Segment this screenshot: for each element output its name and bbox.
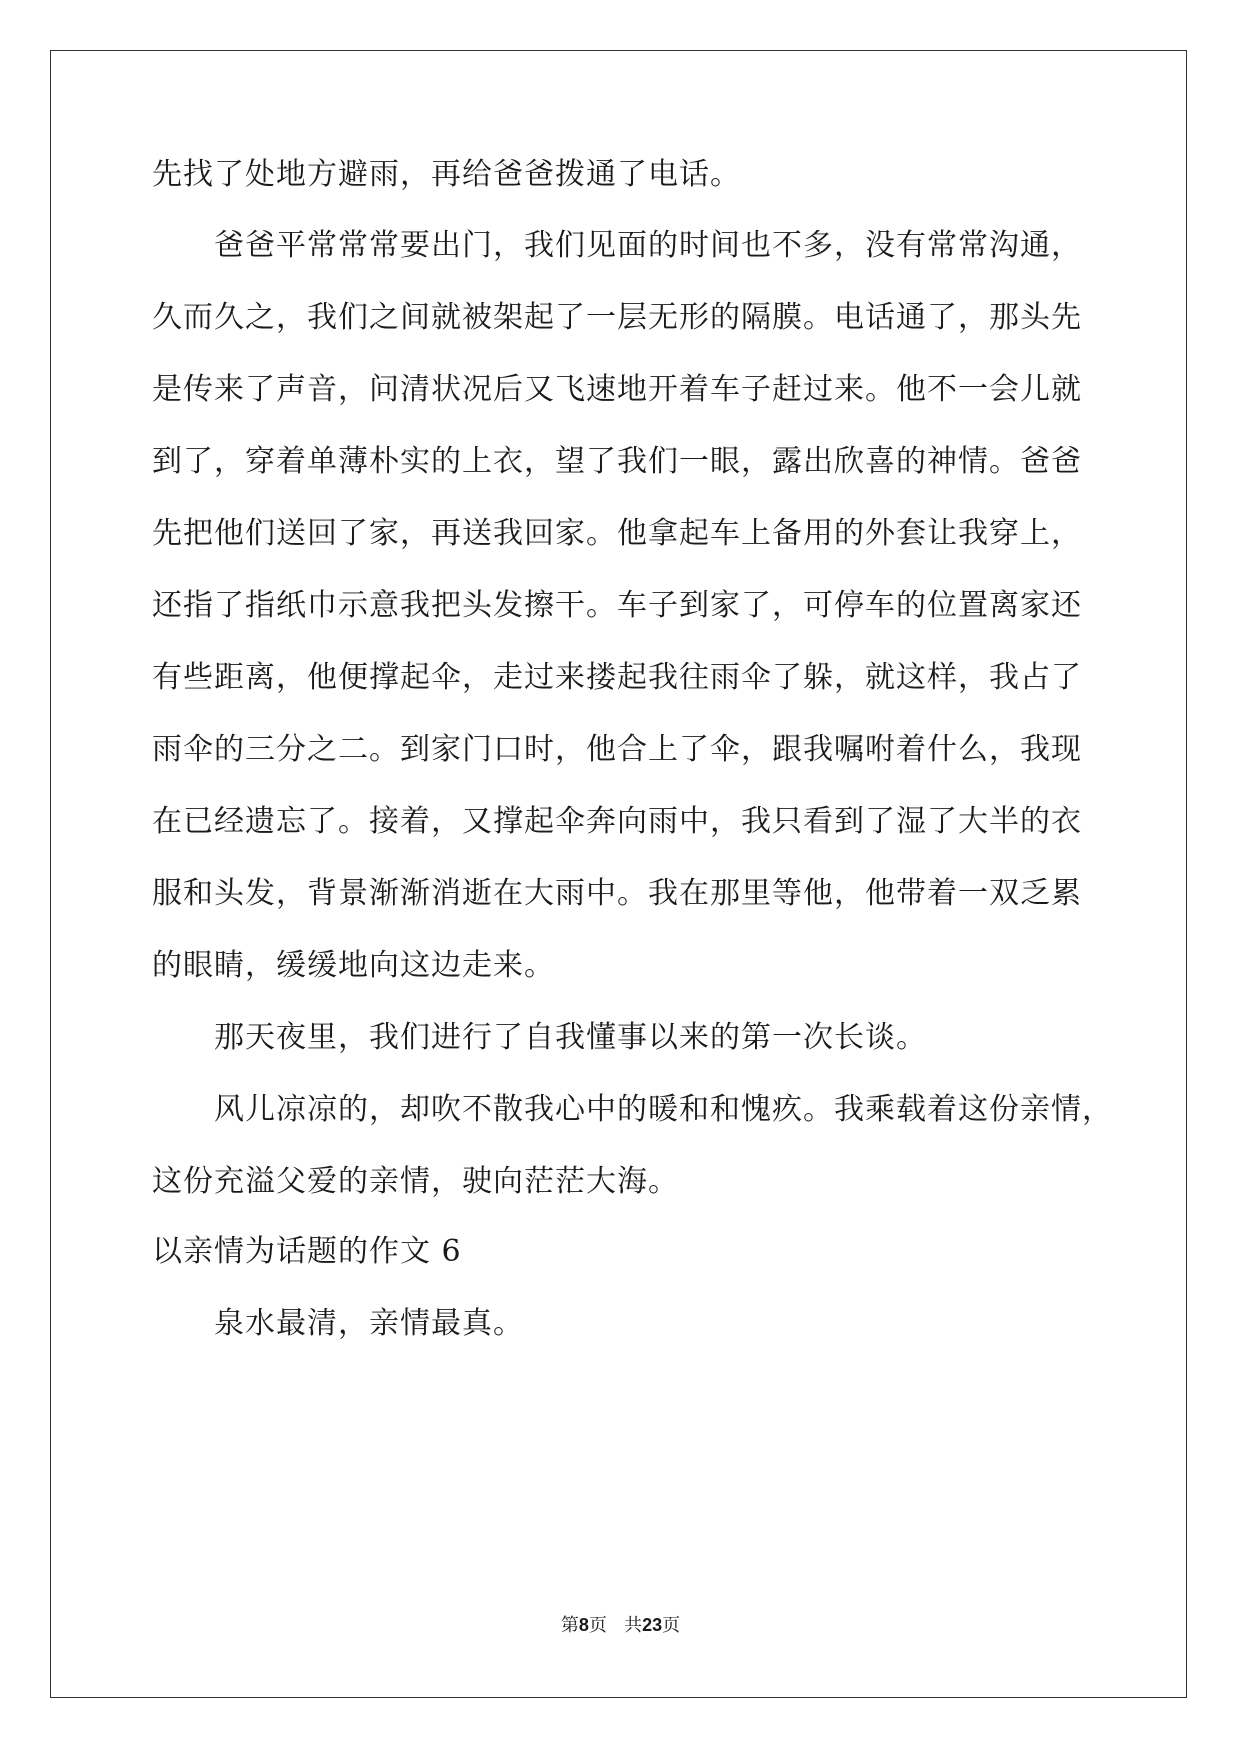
text-line: 雨伞的三分之二。到家门口时，他合上了伞，跟我嘱咐着什么，我现 [152, 732, 1082, 767]
text-line: 是传来了声音，问清状况后又飞速地开着车子赶过来。他不一会儿就 [152, 372, 1082, 407]
text-line: 先把他们送回了家，再送我回家。他拿起车上备用的外套让我穿上， [152, 516, 1082, 551]
text-line: 这份充溢父爱的亲情，驶向茫茫大海。 [152, 1164, 679, 1199]
current-page-number: 8 [578, 1615, 589, 1635]
text-line: 先找了处地方避雨，再给爸爸拨通了电话。 [152, 157, 741, 192]
footer-total-suffix: 页 [662, 1615, 681, 1636]
total-page-count: 23 [642, 1615, 663, 1635]
text-line: 服和头发，背景渐渐消逝在大雨中。我在那里等他，他带着一双乏累 [152, 876, 1082, 911]
paragraph-start: 爸爸平常常常要出门，我们见面的时间也不多，没有常常沟通， [214, 228, 1082, 263]
footer-prefix: 第 [560, 1615, 579, 1636]
page-border [50, 50, 1187, 1698]
section-heading: 以亲情为话题的作文 6 [152, 1234, 462, 1269]
text-line: 在已经遗忘了。接着，又撑起伞奔向雨中，我只看到了湿了大半的衣 [152, 804, 1082, 839]
footer-total-prefix: 共 [624, 1615, 643, 1636]
paragraph-start: 风儿凉凉的，却吹不散我心中的暖和和愧疚。我乘载着这份亲情， [214, 1092, 1113, 1127]
paragraph-start: 那天夜里，我们进行了自我懂事以来的第一次长谈。 [214, 1020, 927, 1055]
page-footer [0, 1614, 1241, 1637]
paragraph-start: 泉水最清，亲情最真。 [214, 1306, 524, 1341]
text-line: 有些距离，他便撑起伞，走过来搂起我往雨伞了躲，就这样，我占了 [152, 660, 1082, 695]
text-line: 的眼睛，缓缓地向这边走来。 [152, 948, 555, 983]
footer-page-suffix: 页 [588, 1615, 607, 1636]
text-line: 到了，穿着单薄朴实的上衣，望了我们一眼，露出欣喜的神情。爸爸 [152, 444, 1082, 479]
text-line: 久而久之，我们之间就被架起了一层无形的隔膜。电话通了，那头先 [152, 300, 1082, 335]
text-line: 还指了指纸巾示意我把头发擦干。车子到家了，可停车的位置离家还 [152, 588, 1082, 623]
